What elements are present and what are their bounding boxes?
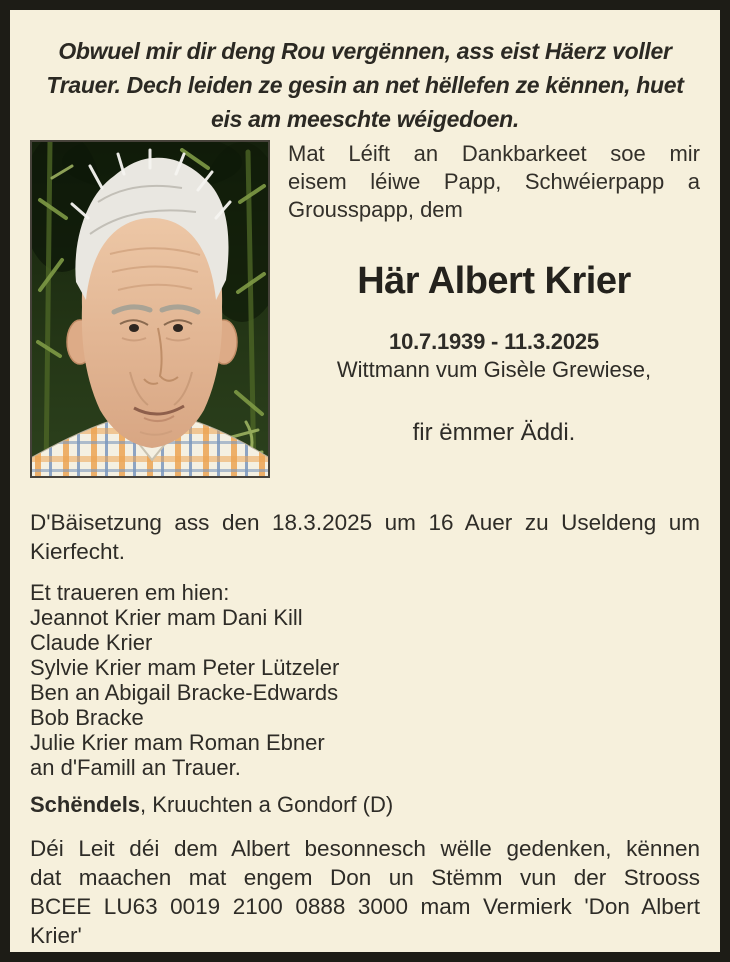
epigraph-verse: [30, 34, 700, 136]
donation-line: Déi Leit déi dem Albert besonnesch wëlle gedenken, kënnen: [30, 836, 700, 861]
intro-line: Grousspapp, dem: [288, 197, 463, 222]
mourners-list: [30, 580, 700, 780]
epigraph-line: Obwuel mir dir deng Rou vergënnen, ass eist Häerz voller: [58, 38, 672, 64]
announcement-column: [270, 140, 700, 447]
residence-line: [30, 792, 700, 818]
funeral-line: Kierfecht.: [30, 539, 126, 564]
mourners-closing: an d'Famill an Trauer.: [30, 755, 241, 780]
epigraph-line: Trauer. Dech leiden ze gesin an net hëllefen ze kënnen, huet: [46, 72, 684, 98]
funeral-line: D'Bäisetzung ass den 18.3.2025 um 16 Auer zu Useldeng um: [30, 510, 700, 535]
mourners-heading: Et traueren em hien:: [30, 580, 230, 605]
intro-line: eisem léiwe Papp, Schwéierpapp a: [288, 169, 700, 194]
donation-paragraph: [30, 834, 700, 950]
epigraph-line: eis am meeschte wéigedoen.: [211, 106, 519, 132]
photo-and-announcement-row: [30, 140, 700, 478]
donation-line: dat maachen mat engem Don un Stëmm vun der Strooss: [30, 865, 700, 890]
deceased-dates: 10.7.1939 - 11.3.2025: [389, 329, 599, 354]
mourner-name: Bob Bracke: [30, 705, 144, 730]
deceased-relation: Wittmann vum Gisèle Grewiese,: [336, 357, 652, 382]
mourner-name: Jeannot Krier mam Dani Kill: [30, 605, 303, 630]
mourner-name: Ben an Abigail Bracke-Edwards: [30, 680, 339, 705]
mourner-name: Sylvie Krier mam Peter Lützeler: [30, 655, 340, 680]
residence-place: Schëndels: [30, 792, 141, 817]
portrait-illustration: [32, 142, 268, 476]
portrait-photo: [30, 140, 270, 478]
donation-line: BCEE LU63 0019 2100 0888 3000 mam Vermierk 'Don Albert: [30, 894, 700, 919]
farewell-line: fir ëmmer Äddi.: [412, 419, 576, 446]
intro-paragraph: [288, 140, 700, 224]
mourner-name: Julie Krier mam Roman Ebner: [30, 730, 325, 755]
intro-line: Mat Léift an Dankbarkeet soe mir: [288, 141, 700, 166]
funeral-announcement: [30, 508, 700, 566]
residence-rest: , Kruuchten a Gondorf (D): [140, 792, 394, 817]
mourner-name: Claude Krier: [30, 630, 153, 655]
donation-line: Krier': [30, 923, 82, 948]
deceased-name: Här Albert Krier: [357, 260, 631, 302]
